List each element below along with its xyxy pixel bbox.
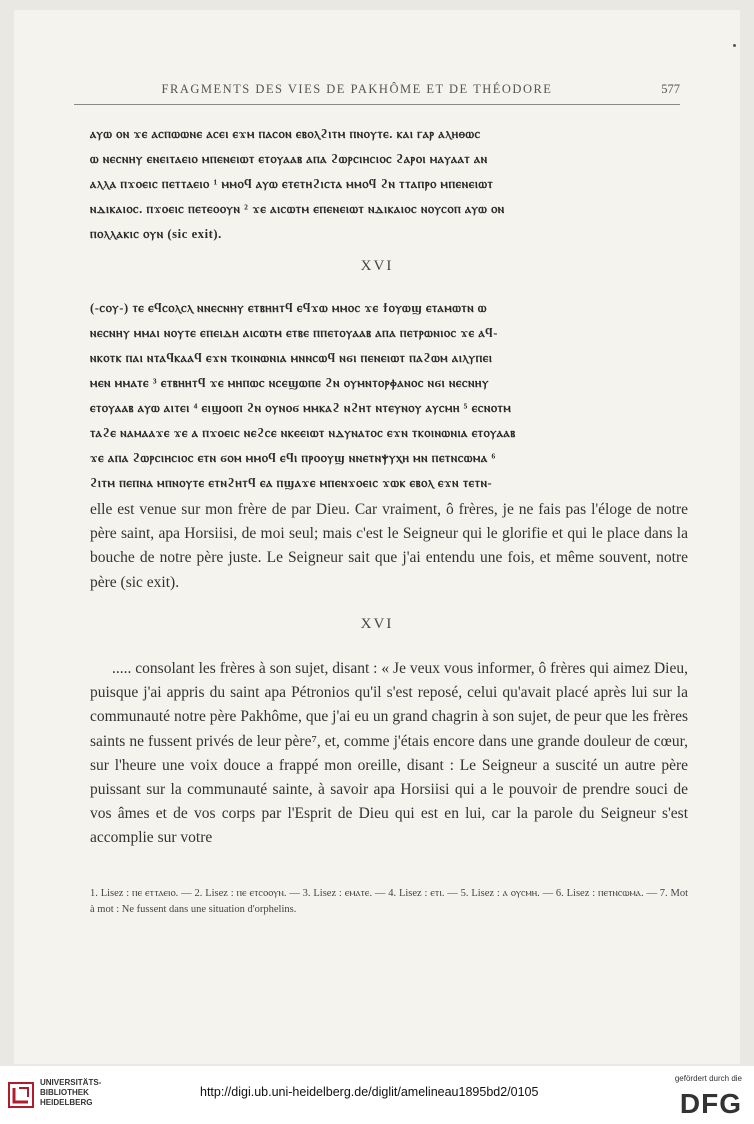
university-library-logo-icon bbox=[8, 1082, 34, 1108]
coptic-text-block-1 bbox=[90, 122, 688, 247]
coptic-line: ϩⲓⲧⲙ ⲡⲉⲡⲛⲁ ⲙⲡⲛⲟⲩⲧⲉ ⲉⲧⲛϩⲏⲧϥ ⲉⲁ ⲡϣⲁϫⲉ ⲙⲡⲉⲛϫⲟⲉⲓⲥ ϫⲱⲕ ⲉⲃⲟⲗ ⲉϫⲛ ⲧⲉⲧⲛ- bbox=[90, 476, 493, 490]
french-translation-1 bbox=[90, 498, 688, 595]
running-head bbox=[74, 78, 680, 105]
french-translation-2 bbox=[90, 657, 688, 851]
coptic-line: ⲡⲟⲗⲗⲁⲕⲓⲥ ⲟⲩⲛ (sic exit). bbox=[90, 227, 222, 241]
page-mark bbox=[733, 44, 736, 47]
section-heading-2: XVI bbox=[360, 616, 394, 632]
section-heading-1: XVI bbox=[360, 258, 394, 274]
coptic-line: ⲉⲧⲟⲩⲁⲁⲃ ⲁⲩⲱ ⲁⲓⲧⲉⲓ ⁴ ⲉⲓϣⲟⲟⲡ ϩⲛ ⲟⲩⲛⲟϭ ⲙⲙⲕⲁϩ ⲛϩⲏⲧ ⲛⲧⲉⲩⲛⲟⲩ ⲁⲩⲥⲙⲏ ⁵ ⲉⲥⲛⲟⲧⲙ bbox=[90, 401, 512, 415]
coptic-line: ⲙⲉⲛ ⲙⲙⲁⲧⲉ ³ ⲉⲧⲃⲏⲏⲧϥ ϫⲉ ⲙⲏⲡⲱⲥ ⲛⲥⲉϣⲱⲡⲉ ϩⲛ ⲟⲩⲙⲛⲧⲟⲣⲫⲁⲛⲟⲥ ⲛϭⲓ ⲛⲉⲥⲛⲏⲩ bbox=[90, 376, 490, 390]
book-page bbox=[14, 10, 740, 1064]
french-paragraph: ..... consolant les frères à son sujet, disant : « Je veux vous informer, ô frères qui aimez Dieu, puisque j'ai appris du saint apa Pétronios qu'il s'est reposé, celui qu'avait placé après lui sur la communauté notre père Pakhôme, que j'ai eu un grand chagrin à son sujet, de peur que les frères saints ne fussent privés de leur père⁷, et, comme j'étais encore dans une grande douleur de cœur, sur l'heure une voix douce a frappé mon oreille, disant : Le Seigneur a suscité un autre père puissant sur la communauté sainte, à savoir apa Horsiisi qui a le pouvoir de prendre souci de vos âmes et de vos corps par l'Esprit de Dieu qui est en lui, car la parole du Seigneur s'est accomplie sur votre bbox=[90, 660, 688, 847]
footnotes bbox=[90, 886, 688, 918]
coptic-line: ⲱ ⲛⲉⲥⲛⲏⲩ ⲉⲛⲉⲓⲧⲁⲉⲓⲟ ⲙⲡⲉⲛⲉⲓⲱⲧ ⲉⲧⲟⲩⲁⲁⲃ ⲁⲡⲁ ϩⲱⲣⲥⲓⲏⲥⲓⲟⲥ ϩⲁⲣⲟⲓ ⲙⲁⲩⲁⲁⲧ ⲁⲛ bbox=[90, 152, 488, 166]
coptic-line: ⲛⲉⲥⲛⲏⲩ ⲙⲙⲁⲓ ⲛⲟⲩⲧⲉ ⲉⲡⲉⲓⲇⲏ ⲁⲓⲥⲱⲧⲙ ⲉⲧⲃⲉ ⲡⲡⲉⲧⲟⲩⲁⲁⲃ ⲁⲡⲁ ⲡⲉⲧⲣⲱⲛⲓⲟⲥ ϫⲉ ⲁϥ- bbox=[90, 326, 498, 340]
french-paragraph: elle est venue sur mon frère de par Dieu. Car vraiment, ô frères, je ne fais pas l'éloge de notre père saint, apa Horsiisi, de moi seul; mais c'est le Seigneur qui le glorifie et qui le place dans la bouche de notre père juste. Le Seigneur sait que j'ai entendu une fois, et même souvent, notre père (sic exit). bbox=[90, 501, 688, 591]
institution-name: UNIVERSITÄTS- BIBLIOTHEK HEIDELBERG bbox=[40, 1078, 102, 1107]
coptic-line: ⲛⲇⲓⲕⲁⲓⲟⲥ. ⲡϫⲟⲉⲓⲥ ⲡⲉⲧⲉⲟⲟⲩⲛ ² ϫⲉ ⲁⲓⲥⲱⲧⲙ ⲉⲡⲉⲛⲉⲓⲱⲧ ⲛⲇⲓⲕⲁⲓⲟⲥ ⲛⲟⲩⲥⲟⲡ ⲁⲩⲱ ⲟⲛ bbox=[90, 202, 505, 216]
coptic-line: (-ⲥⲟⲩ-) ⲧⲉ ⲉϥⲥⲟⲗⲥⲗ ⲛⲛⲉⲥⲛⲏⲩ ⲉⲧⲃⲏⲏⲧϥ ⲉϥϫⲱ ⲙⲙⲟⲥ ϫⲉ ϯⲟⲩⲱϣ ⲉⲧⲁⲙⲱⲧⲛ ⲱ bbox=[90, 301, 488, 315]
source-url-link[interactable]: http://digi.ub.uni-heidelberg.de/diglit/amelineau1895bd2/0105 bbox=[200, 1085, 539, 1099]
coptic-line: ⲁⲩⲱ ⲟⲛ ϫⲉ ⲁⲥⲡⲱⲱⲛⲉ ⲁⲥⲉⲓ ⲉϫⲙ ⲡⲁⲥⲟⲛ ⲉⲃⲟⲗϩⲓⲧⲙ ⲡⲛⲟⲩⲧⲉ. ⲕⲁⲓ ⲅⲁⲣ ⲁⲗⲏⲑⲱⲥ bbox=[90, 127, 481, 141]
page-number: 577 bbox=[661, 82, 680, 96]
coptic-line: ϫⲉ ⲁⲡⲁ ϩⲱⲣⲥⲓⲏⲥⲓⲟⲥ ⲉⲧⲛ ϭⲟⲙ ⲙⲙⲟϥ ⲉϥⲓ ⲡⲣⲟⲟⲩϣ ⲛⲛⲉⲧⲛⲯⲩⲭⲏ ⲙⲛ ⲡⲉⲧⲛⲥⲱⲙⲁ ⁶ bbox=[90, 451, 496, 465]
funded-by-label: gefördert durch die bbox=[674, 1074, 742, 1083]
footnote-text: 1. Lisez : ⲡⲉ ⲉⲧⲧⲁⲉⲓⲟ. — 2. Lisez : ⲡⲉ ⲉⲧⲥⲟⲟⲩⲛ. — 3. Lisez : ⲉⲙⲁⲧⲉ. — 4. Lisez : ⲉⲧⲓ. — 5. Lisez : ⲁ ⲟⲩⲥⲙⲏ. — 6. Lisez : ⲡⲉⲧⲛⲥⲱⲙⲁ. — 7. Mot à mot : Ne fussent dans une situation d'orphelins. bbox=[90, 888, 688, 915]
coptic-line: ⲁⲗⲗⲁ ⲡϫⲟⲉⲓⲥ ⲡⲉⲧⲧⲁⲉⲓⲟ ¹ ⲙⲙⲟϥ ⲁⲩⲱ ⲉⲧⲉⲧⲏϩⲓⲥⲧⲁ ⲙⲙⲟϥ ϩⲛ ⲧⲧⲁⲡⲣⲟ ⲙⲡⲉⲛⲉⲓⲱⲧ bbox=[90, 177, 494, 191]
coptic-line: ⲧⲁϩⲉ ⲛⲁⲙⲁⲁϫⲉ ϫⲉ ⲁ ⲡϫⲟⲉⲓⲥ ⲛⲉϩⲥⲉ ⲛⲕⲉⲉⲓⲱⲧ ⲛⲇⲩⲛⲁⲧⲟⲥ ⲉϫⲛ ⲧⲕⲟⲓⲛⲱⲛⲓⲁ ⲉⲧⲟⲩⲁⲁⲃ bbox=[90, 426, 516, 440]
dfg-logo: DFG bbox=[679, 1088, 742, 1119]
running-title: FRAGMENTS DES VIES DE PAKHÔME ET DE THÉODORE bbox=[161, 82, 553, 96]
coptic-line: ⲛⲕⲟⲧⲕ ⲡⲁⲓ ⲛⲧⲁϥⲕⲁⲁϥ ⲉϫⲛ ⲧⲕⲟⲓⲛⲱⲛⲓⲁ ⲙⲛⲛⲥⲱϥ ⲛϭⲓ ⲡⲉⲛⲉⲓⲱⲧ ⲡⲁϩⲱⲙ ⲁⲓⲗⲩⲡⲉⲓ bbox=[90, 351, 493, 365]
digitization-footer bbox=[0, 1066, 754, 1124]
coptic-text-block-2 bbox=[90, 296, 688, 496]
